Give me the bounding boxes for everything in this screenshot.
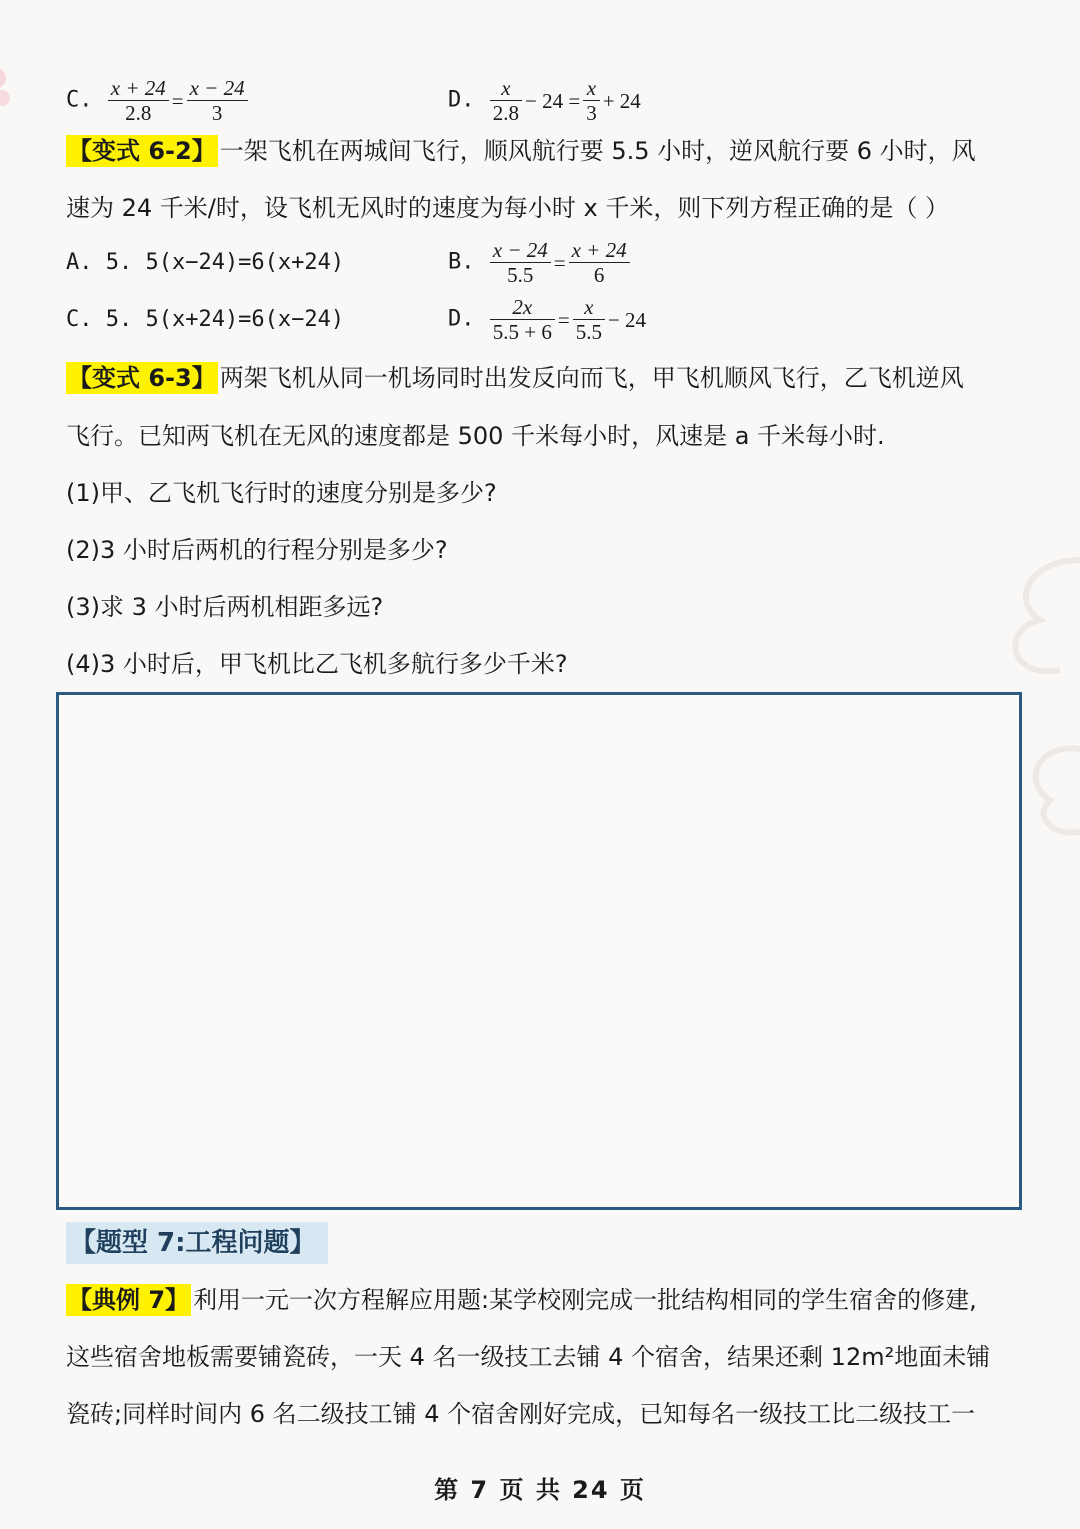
variant-6-2-line2: 速为 24 千米/时，设飞机无风时的速度为每小时 x 千米，则下列方程正确的是（ ） (66, 194, 949, 222)
fraction: $\frac{x + 24}{2.8}$ (108, 76, 169, 125)
fraction: $\frac{2x}{5.5 + 6}$ (490, 295, 555, 344)
option-a: A. 5. 5(x−24)=6(x+24) (66, 250, 345, 275)
option-b: B. $\frac{x - 24}{5.5}$ = $\frac{x + 24}{6}$ (448, 238, 632, 287)
fraction: $\frac{x - 24}{5.5}$ (490, 238, 551, 287)
variant-6-3-line1: 【变式 6-3】 两架飞机从同一机场同时出发反向而飞，甲飞机顺风飞行，乙飞机逆风 (68, 364, 964, 392)
example-7-line3: 瓷砖;同样时间内 6 名二级技工铺 4 个宿舍刚好完成，已知每名一级技工比二级技工一 (66, 1400, 976, 1428)
prev-option-c: C. $\frac{x + 24}{2.8}$ = $\frac{x - 24}{3}$ (66, 76, 250, 125)
question-2: (2)3 小时后两机的行程分别是多少? (66, 536, 448, 564)
example-7-line1: 【典例 7】 利用一元一次方程解应用题:某学校刚完成一批结构相同的学生宿舍的修建, (68, 1286, 977, 1314)
fraction: $\frac{x}{3}$ (583, 76, 600, 125)
option-d: D. $\frac{2x}{5.5 + 6}$ = $\frac{x}{5.5}$ − 24 (448, 295, 647, 344)
fraction: $\frac{x - 24}{3}$ (187, 76, 248, 125)
fraction: $\frac{x}{5.5}$ (573, 295, 605, 344)
fraction: $\frac{x}{2.8}$ (490, 76, 522, 125)
variant-tag: 【变式 6-2】 (68, 137, 216, 165)
option-label: D. (448, 87, 475, 113)
variant-6-2-line1: 【变式 6-2】 一架飞机在两城间飞行，顺风航行要 5.5 小时，逆风航行要 6 小时，风 (68, 137, 976, 165)
question-1: (1)甲、乙飞机飞行时的速度分别是多少? (66, 479, 497, 507)
example-7-line2: 这些宿舍地板需要铺瓷砖，一天 4 名一级技工去铺 4 个宿舍，结果还剩 12m²地面未铺 (66, 1343, 991, 1371)
answer-box[interactable] (56, 692, 1022, 1210)
page-number: 第 7 页 共 24 页 (434, 1476, 646, 1504)
question-3: (3)求 3 小时后两机相距多远? (66, 593, 384, 621)
example-tag: 【典例 7】 (68, 1286, 190, 1314)
variant-6-3-line2: 飞行。已知两飞机在无风的速度都是 500 千米每小时，风速是 a 千米每小时. (66, 422, 885, 450)
option-label: C. (66, 87, 93, 113)
blossom-decoration (0, 60, 22, 120)
section-title: 【题型 7:工程问题】 (66, 1222, 328, 1264)
prev-option-d: D. $\frac{x}{2.8}$ − 24 = $\frac{x}{3}$ + 24 (448, 76, 641, 125)
variant-tag: 【变式 6-3】 (68, 364, 216, 392)
question-4: (4)3 小时后，甲飞机比乙飞机多航行多少千米? (66, 650, 568, 678)
fraction: $\frac{x + 24}{6}$ (569, 238, 630, 287)
option-c: C. 5. 5(x+24)=6(x−24) (66, 307, 345, 332)
